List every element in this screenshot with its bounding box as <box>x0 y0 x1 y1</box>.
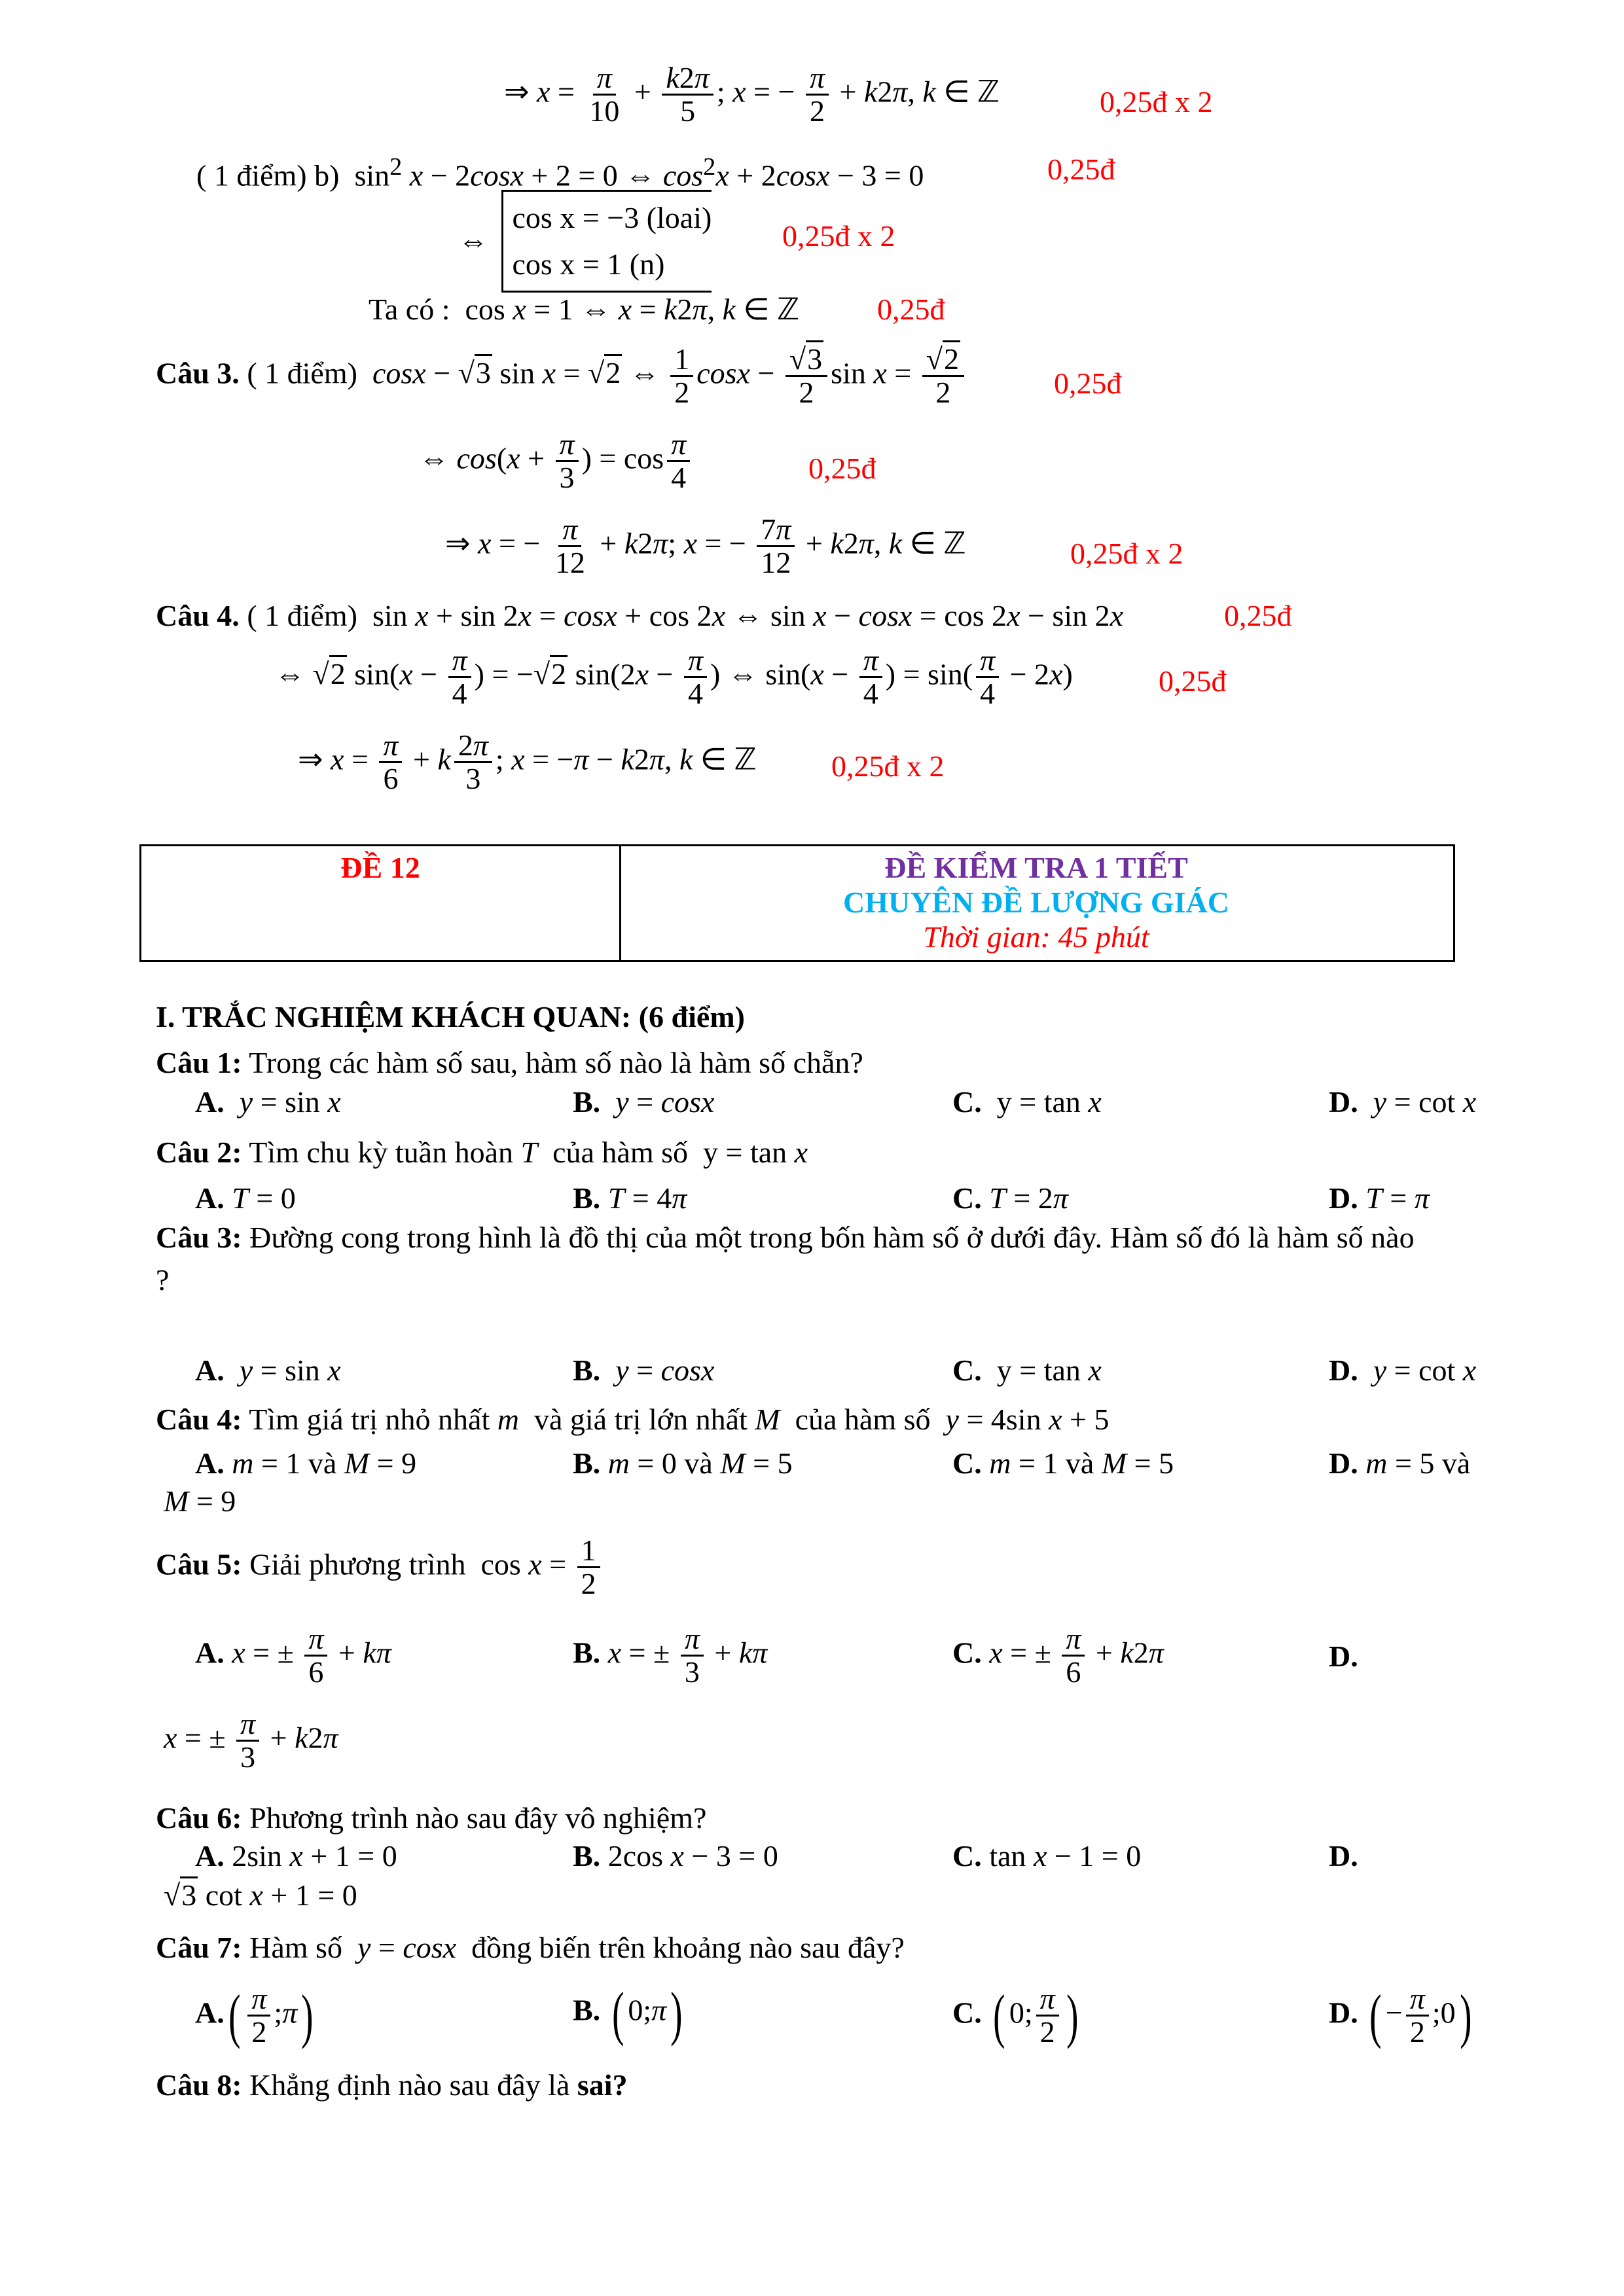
q4-sol-points: ( 1 điểm) <box>247 599 357 632</box>
question-4: Câu 4: Tìm giá trị nhỏ nhất m và giá trị lớn nhất M của hàm số y = 4sin x + 5 <box>156 1403 1110 1436</box>
exam-header-box <box>139 844 1455 962</box>
q5-option-b[interactable]: B. x = ± $\frac{\pi}{3}$ + kπ <box>573 1622 768 1689</box>
q4-option-d-cont: M = 9 <box>164 1484 236 1518</box>
q1-option-c[interactable]: C. y = tan x <box>952 1085 1102 1119</box>
exam-code: ĐỀ 12 <box>340 851 420 884</box>
solution-q4-l2: ⇔ √2 sin(x − $\frac{\pi}{4}$ ) = −√2 sin(2x − $\frac{\pi}{4}$ ) ⇔ sin(x − $\frac{\pi}{4}$ ) = sin( $\frac{\pi}{4}$ − 2x) <box>275 643 1073 711</box>
score-q3-1: 0,25đ <box>1054 367 1122 400</box>
q3-label: Câu 3: <box>156 1221 242 1254</box>
q6-option-d-cont: √3 cot x + 1 = 0 <box>164 1878 357 1913</box>
q2-option-d[interactable]: D. T = π <box>1329 1181 1430 1215</box>
ta-co-label: Ta có : <box>369 293 450 326</box>
sys-line-2: cos x = 1 (n) <box>512 247 665 281</box>
solution-q4-l1: Câu 4. ( 1 điểm) sin x + sin 2x = cosx + cos 2x ⇔ sin x − cosx = cos 2x − sin 2x <box>156 599 1124 632</box>
q8-bold: sai? <box>577 2068 628 2102</box>
score-q2b: 0,25đ <box>1047 152 1115 186</box>
solution-q4-l3: ⇒ x = $\frac{\pi}{6}$ + k $\frac{2\pi}{3}$ ; x = −π − k2π, k ∈ ℤ <box>298 728 757 796</box>
q5-option-a[interactable]: A. x = ± $\frac{\pi}{6}$ + kπ <box>195 1622 391 1689</box>
q1-option-d[interactable]: D. y = cot x <box>1329 1085 1477 1119</box>
q5-text: Giải phương trình <box>249 1547 466 1581</box>
exam-title-cell <box>619 846 1453 960</box>
q5-option-d[interactable]: D. <box>1329 1640 1358 1673</box>
score-q3-2: 0,25đ <box>808 452 876 485</box>
q3-text-cont: ? <box>156 1263 170 1297</box>
q4-option-c[interactable]: C. m = 1 và M = 5 <box>952 1446 1174 1480</box>
q3-option-c[interactable]: C. y = tan x <box>952 1354 1102 1387</box>
q1-text: Trong các hàm số sau, hàm số nào là hàm số chẵn? <box>249 1046 863 1079</box>
question-1 <box>156 1046 863 1081</box>
q2-option-c[interactable]: C. T = 2π <box>952 1181 1068 1215</box>
q6-label: Câu 6: <box>156 1801 242 1835</box>
solution-line-1: ⇒ x = $\frac{\pi}{10}$ + $\frac{k2\pi}{5}$ ; x = − $\frac{\pi}{2}$ + k2π, k ∈ ℤ <box>504 61 1000 128</box>
q7-option-c[interactable]: C. ( 0; $\frac{\pi}{2}$ ) <box>952 1982 1079 2049</box>
q1-label: Câu 1: <box>156 1046 242 1079</box>
q5-option-d-cont: x = ± $\frac{\pi}{3}$ + k2π <box>164 1707 338 1774</box>
solution-q3-l2: ⇔ cos(x + $\frac{\pi}{3}$ ) = cos $\frac{\pi}{4}$ <box>419 429 693 494</box>
q3-sol-label: Câu 3. <box>156 356 240 390</box>
score-sys: 0,25đ x 2 <box>782 219 895 253</box>
question-2: Câu 2: Tìm chu kỳ tuần hoàn T của hàm số y = tan x <box>156 1136 808 1169</box>
question-3 <box>156 1221 1415 1255</box>
q2-text-b: của hàm số <box>552 1136 689 1169</box>
exam-time: Thời gian: 45 phút <box>923 920 1149 954</box>
q4-option-b[interactable]: B. m = 0 và M = 5 <box>573 1446 793 1480</box>
q3-text: Đường cong trong hình là đồ thị của một trong bốn hàm số ở dưới đây. Hàm số đó là hàm số nào <box>249 1221 1415 1254</box>
q4-text-c: của hàm số <box>795 1403 931 1436</box>
score-1: 0,25đ x 2 <box>1100 85 1213 118</box>
q4-option-a[interactable]: A. m = 1 và M = 9 <box>195 1446 417 1480</box>
q2-text-a: Tìm chu kỳ tuần hoàn <box>249 1136 513 1169</box>
q5-option-c[interactable]: C. x = ± $\frac{\pi}{6}$ + k2π <box>952 1622 1164 1689</box>
system-eq: ⇔ cos x = −3 (loai) cos x = 1 (n) <box>458 190 712 293</box>
question-8 <box>156 2068 628 2103</box>
q2-option-a[interactable]: A. T = 0 <box>195 1181 296 1215</box>
solution-q3-l3: ⇒ x = − $\frac{\pi}{12}$ + k2π; x = − $\frac{7\pi}{12}$ + k2π, k ∈ ℤ <box>445 512 966 580</box>
q7-option-a[interactable]: A.( $\frac{\pi}{2}$ ;π) <box>195 1982 314 2049</box>
score-q4-3: 0,25đ x 2 <box>831 749 945 783</box>
q6-text: Phương trình nào sau đây vô nghiệm? <box>249 1801 707 1835</box>
question-5: Câu 5: Giải phương trình cos x = $\frac{1}{2}$ <box>156 1535 604 1600</box>
exam-subtitle: CHUYÊN ĐỀ LƯỢNG GIÁC <box>843 886 1229 919</box>
q7-text-b: đồng biến trên khoảng nào sau đây? <box>471 1931 905 1964</box>
q6-option-c[interactable]: C. tan x − 1 = 0 <box>952 1839 1142 1873</box>
solution-q2b: ( 1 điểm) b) $\sin^2 x - 2\cos x + 2 = 0$ ⇔ $\cos^2x + 2\cos x - 3 = 0$ <box>196 153 924 192</box>
q1-option-a[interactable]: A. y = sin x <box>195 1085 341 1119</box>
section-title: I. TRẮC NGHIỆM KHÁCH QUAN: (6 điểm) <box>156 1000 745 1033</box>
q3-option-d[interactable]: D. y = cot x <box>1329 1354 1477 1387</box>
q4-text-a: Tìm giá trị nhỏ nhất <box>249 1403 490 1436</box>
q2b-prefix: ( 1 điểm) b) <box>196 158 340 192</box>
q6-option-a[interactable]: A. 2sin x + 1 = 0 <box>195 1839 397 1873</box>
score-q3-3: 0,25đ x 2 <box>1070 537 1183 570</box>
question-7: Câu 7: Hàm số y = cosx đồng biến trên khoảng nào sau đây? <box>156 1931 905 1964</box>
q3-option-b[interactable]: B. y = cosx <box>573 1354 715 1387</box>
solution-q3-l1: Câu 3. ( 1 điểm) cosx − √3 sin x = √2 ⇔ $\frac{1}{2}$ cosx − $\frac{√3}{2}$ sin x = $\frac{√2}{2}$ <box>156 344 967 409</box>
q3-option-a[interactable]: A. y = sin x <box>195 1354 341 1387</box>
sys-line-1: cos x = −3 (loai) <box>512 201 712 234</box>
exam-code-cell <box>141 846 621 960</box>
q4-text-b: và giá trị lớn nhất <box>533 1403 748 1436</box>
exam-title: ĐỀ KIỂM TRA 1 TIẾT <box>884 851 1188 884</box>
q6-option-b[interactable]: B. 2cos x − 3 = 0 <box>573 1839 778 1873</box>
q4-sol-label: Câu 4. <box>156 599 240 632</box>
q2-label: Câu 2: <box>156 1136 242 1169</box>
score-q4-1: 0,25đ <box>1224 599 1292 632</box>
q7-option-d[interactable]: D. ( − $\frac{\pi}{2}$ ;0) <box>1329 1982 1472 2049</box>
q5-label: Câu 5: <box>156 1547 242 1581</box>
question-6 <box>156 1801 706 1836</box>
q4-label: Câu 4: <box>156 1403 242 1436</box>
q7-text-a: Hàm số <box>249 1931 342 1964</box>
solution-taco: Ta có : cos x = 1 ⇔ x = k2π, k ∈ ℤ <box>369 293 800 326</box>
score-taco: 0,25đ <box>877 293 945 326</box>
q8-label: Câu 8: <box>156 2068 242 2102</box>
q1-option-b[interactable]: B. y = cosx <box>573 1085 715 1119</box>
q2-option-b[interactable]: B. T = 4π <box>573 1181 687 1215</box>
q6-option-d[interactable]: D. <box>1329 1839 1358 1873</box>
q4-option-d[interactable]: D. m = 5 và <box>1329 1446 1471 1480</box>
q8-text: Khẳng định nào sau đây là <box>249 2068 570 2102</box>
score-q4-2: 0,25đ <box>1159 664 1227 698</box>
q7-label: Câu 7: <box>156 1931 242 1964</box>
q7-option-b[interactable]: B. ( 0;π) <box>573 1980 683 2047</box>
q3-sol-points: ( 1 điểm) <box>247 356 357 390</box>
